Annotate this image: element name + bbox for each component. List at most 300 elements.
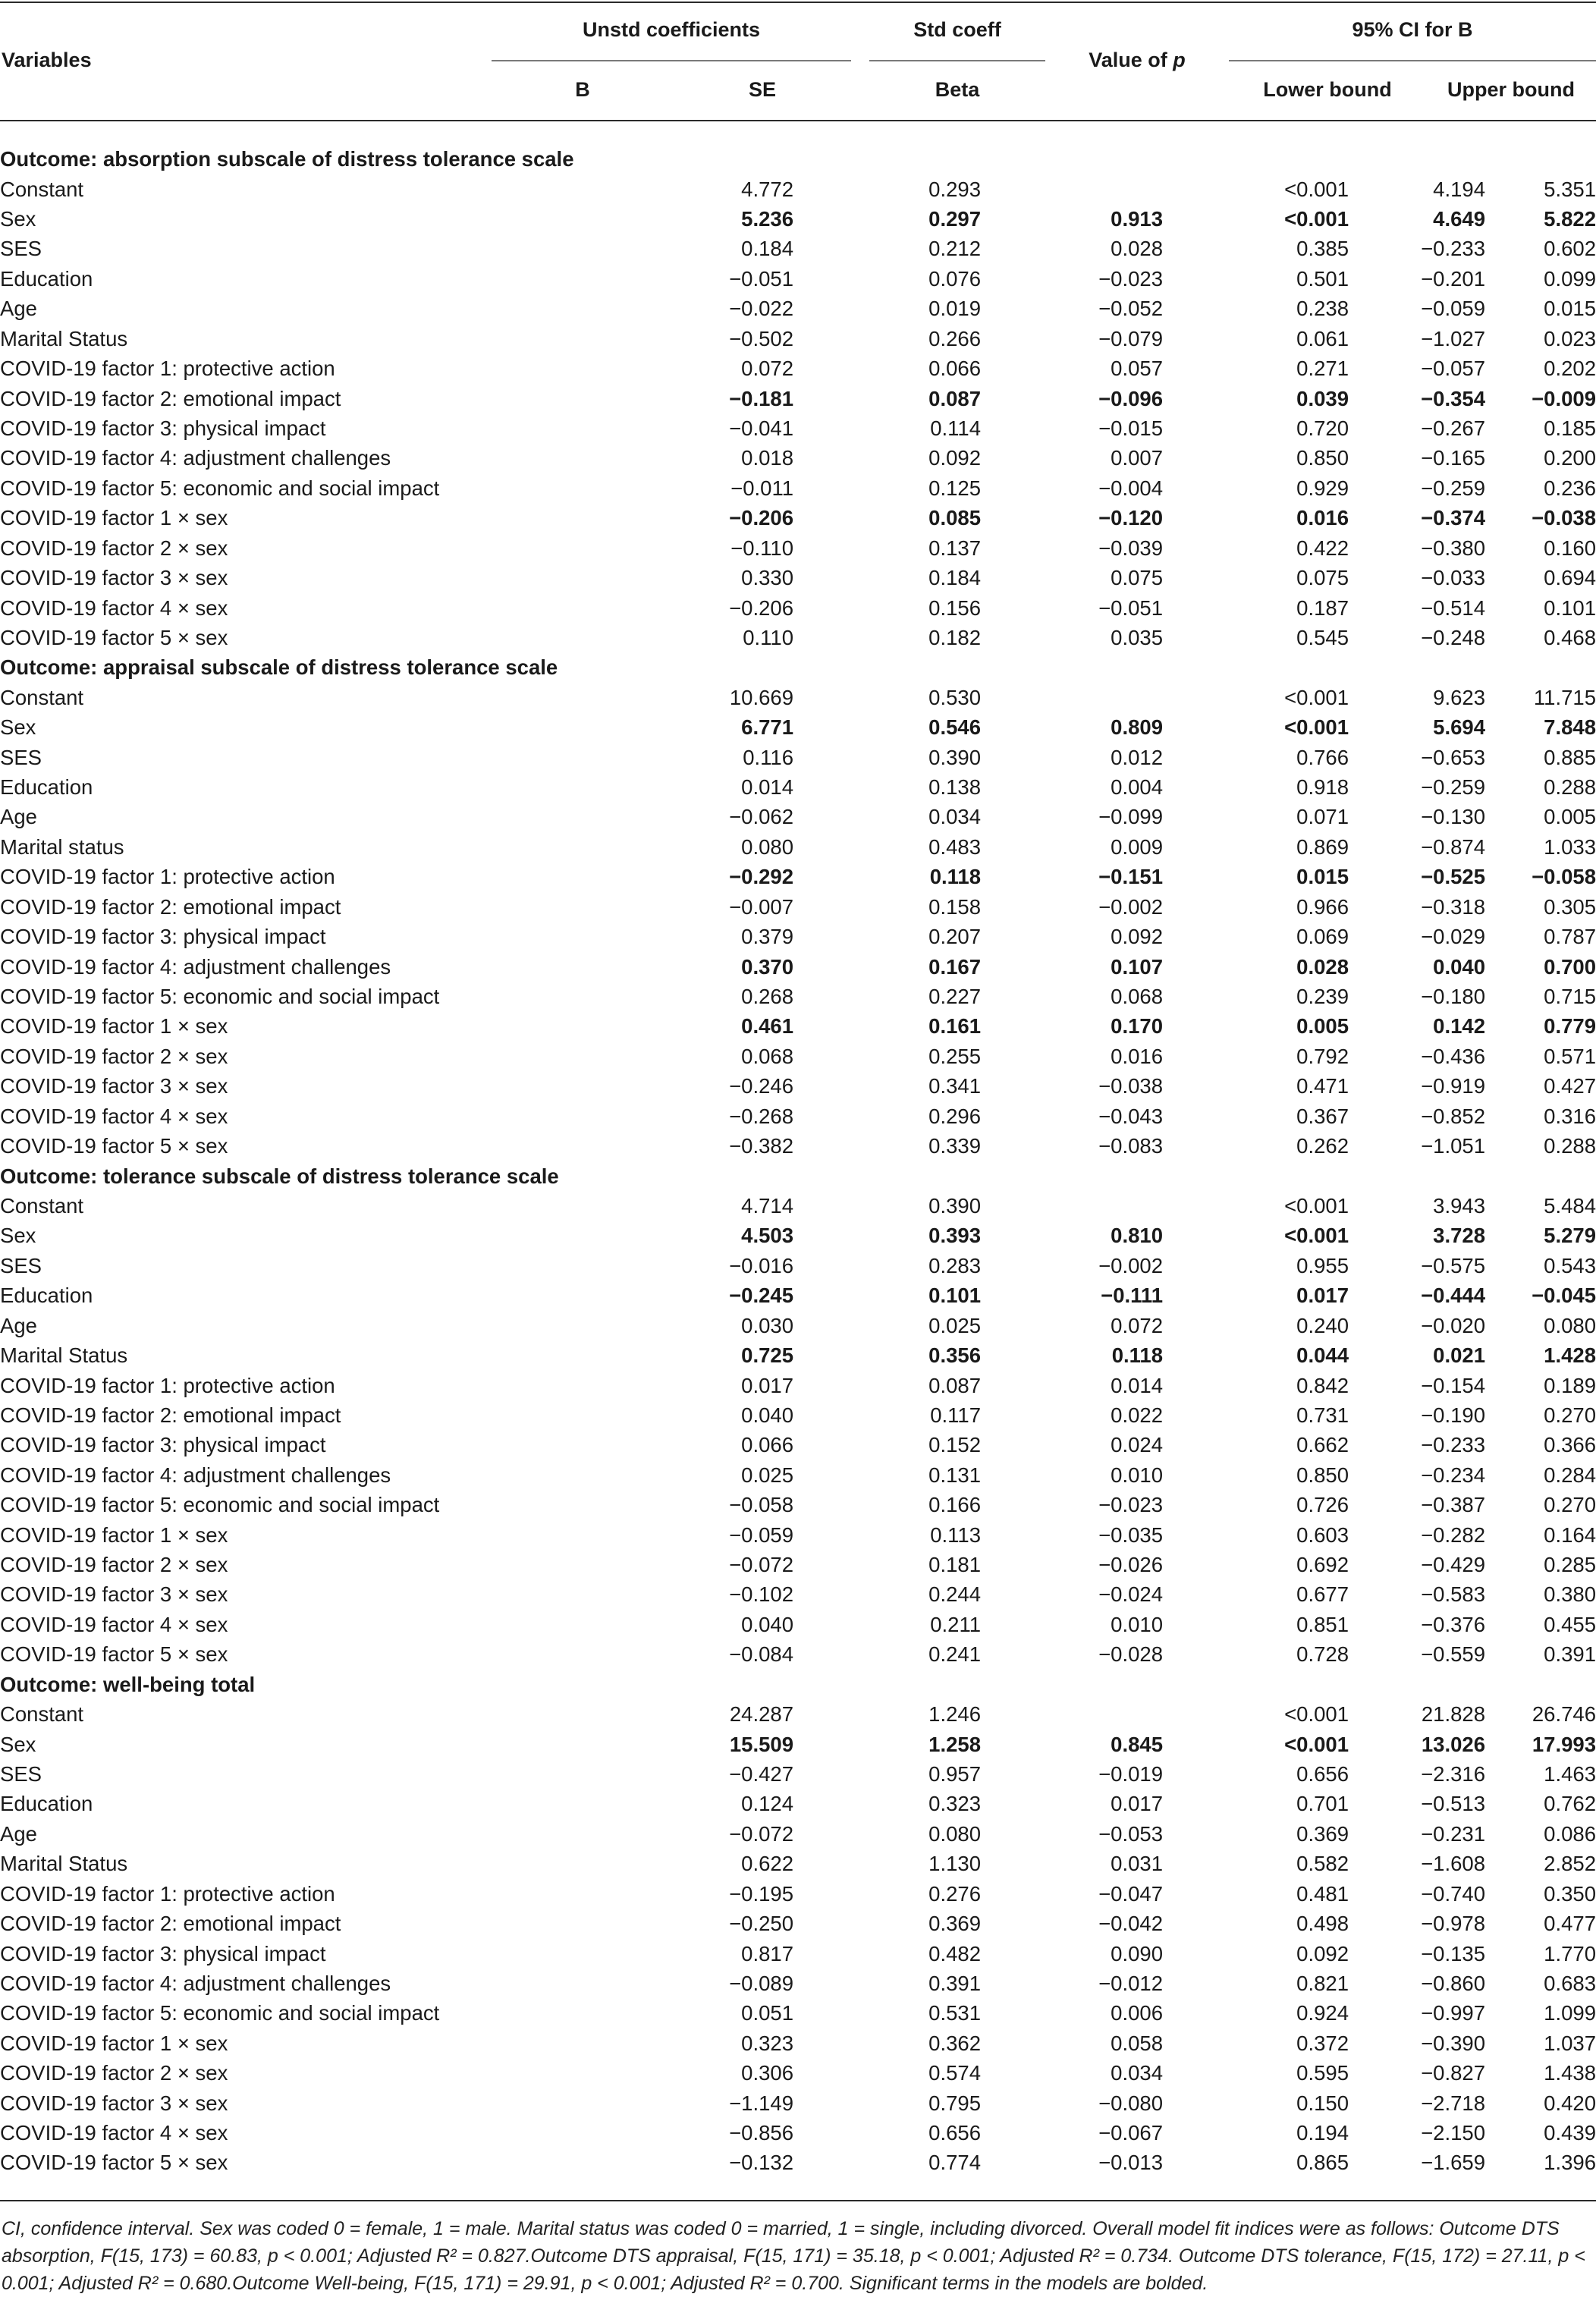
table-row [0,1131,1596,1161]
table-row [0,324,1596,354]
cell-p: 0.501 [1296,266,1349,291]
cell-se: 0.152 [928,1433,981,1457]
cell-se: 0.087 [928,1373,981,1397]
spacer-cell [455,1400,609,1430]
cell-hi: 0.288 [1544,1134,1596,1158]
cell-hi: 1.396 [1544,2151,1596,2175]
cell-p: 0.595 [1296,2061,1349,2085]
cell-p: 0.385 [1296,237,1349,261]
cell-b: 0.370 [741,954,793,979]
row-label: COVID-19 factor 5: economic and social impact [0,1493,440,1517]
table-row [0,1280,1596,1310]
cell-beta: −0.038 [1098,1074,1163,1098]
cell-b: −0.072 [729,1553,793,1577]
cell-beta: −0.053 [1098,1821,1163,1846]
cell-p: 0.187 [1296,595,1349,620]
spacer-cell [455,1878,609,1908]
cell-se: 0.113 [930,1522,981,1547]
table-row [0,264,1596,294]
spacer-cell [455,2028,609,2058]
cell-b: −0.246 [729,1074,793,1098]
spacer-cell [455,951,609,981]
cell-p: 0.545 [1296,625,1349,649]
cell-beta: −0.151 [1098,865,1163,889]
cell-beta: 0.007 [1111,446,1163,470]
cell-p: 0.005 [1296,1014,1349,1039]
cell-beta: −0.080 [1098,2091,1163,2115]
cell-hi: 0.316 [1544,1104,1596,1128]
spacer-cell [455,1101,609,1131]
cell-hi: 0.477 [1544,1912,1596,1936]
table-row [0,1519,1596,1549]
table-row [0,2148,1596,2177]
table-row [0,383,1596,413]
cell-hi: 0.468 [1544,625,1596,649]
cell-lo: −0.201 [1421,266,1485,291]
cell-se: 0.034 [928,805,981,829]
cell-se: 0.085 [928,506,981,530]
cell-b: 4.772 [741,177,793,201]
cell-b: −0.089 [729,1971,793,1995]
cell-se: 0.293 [928,177,981,201]
cell-lo: −1.051 [1421,1134,1485,1158]
row-label: COVID-19 factor 3 × sex [0,1582,228,1607]
row-label: Education [0,775,93,800]
table-row [0,922,1596,951]
row-label: COVID-19 factor 4 × sex [0,2121,228,2145]
cell-lo: −0.318 [1421,894,1485,919]
cell-b: 0.323 [741,2031,793,2055]
cell-hi: 0.285 [1544,1553,1596,1577]
cell-b: 4.503 [741,1224,793,1248]
cell-b: 0.184 [741,237,793,261]
cell-beta: −0.023 [1098,266,1163,291]
cell-hi: 0.015 [1544,297,1596,321]
cell-beta: −0.052 [1098,297,1163,321]
cell-se: 0.184 [928,566,981,590]
spacer-cell [455,443,609,473]
cell-p: <0.001 [1284,1193,1349,1218]
cell-lo: −0.653 [1421,745,1485,769]
cell-lo: −0.376 [1421,1612,1485,1636]
row-label: COVID-19 factor 4: adjustment challenges [0,446,391,470]
cell-hi: 0.366 [1544,1433,1596,1457]
cell-p: 0.092 [1296,1941,1349,1965]
cell-se: 0.339 [928,1134,981,1158]
cell-beta: 0.057 [1111,357,1163,381]
table-row [0,1221,1596,1250]
cell-se: 0.131 [928,1463,981,1487]
table-row [0,2058,1596,2088]
cell-lo: −0.513 [1421,1792,1485,1816]
cell-hi: 1.438 [1544,2061,1596,2085]
cell-lo: −0.852 [1421,1104,1485,1128]
spacer-cell [455,802,609,831]
cell-beta: −0.028 [1098,1642,1163,1667]
header-value-of-p [1045,49,1229,72]
cell-b: 0.725 [741,1343,793,1368]
cell-lo: −0.165 [1421,446,1485,470]
cell-b: 5.236 [741,207,793,231]
cell-beta: −0.024 [1098,1582,1163,1607]
cell-b: −0.181 [729,386,793,410]
cell-beta: −0.099 [1098,805,1163,829]
cell-hi: 0.391 [1544,1642,1596,1667]
spacer-cell [455,1310,609,1340]
cell-hi: 7.848 [1544,715,1596,740]
spacer-cell [455,1340,609,1370]
cell-b: −0.016 [729,1253,793,1277]
cell-hi: 1.099 [1544,2001,1596,2025]
cell-se: 0.323 [928,1792,981,1816]
cell-lo: −0.029 [1421,925,1485,949]
cell-hi: 0.080 [1544,1313,1596,1337]
cell-lo: −2.316 [1421,1761,1485,1786]
cell-b: −0.011 [730,476,793,500]
table-row [0,473,1596,503]
cell-p: 0.028 [1296,954,1349,979]
cell-p: 0.792 [1296,1044,1349,1068]
row-label: Education [0,1284,93,1308]
spacer-cell [455,1909,609,1938]
cell-p: 0.851 [1296,1612,1349,1636]
cell-lo: −0.259 [1421,775,1485,800]
spacer-cell [455,982,609,1011]
cell-hi: −0.009 [1532,386,1596,410]
cell-se: 0.266 [928,326,981,350]
cell-hi: 0.202 [1544,357,1596,381]
cell-se: 0.391 [928,1971,981,1995]
row-label: COVID-19 factor 3 × sex [0,566,228,590]
spacer-cell [455,832,609,862]
cell-beta: 0.016 [1111,1044,1163,1068]
cell-p: 0.865 [1296,2151,1349,2175]
spacer-cell [455,354,609,383]
cell-lo: −0.020 [1421,1313,1485,1337]
cell-p: 0.239 [1296,985,1349,1009]
cell-se: 0.211 [930,1612,981,1636]
table-row [0,1729,1596,1758]
cell-lo: −1.659 [1421,2151,1485,2175]
cell-lo: −0.231 [1421,1821,1485,1846]
table-row [0,1610,1596,1639]
cell-beta: 0.010 [1111,1612,1163,1636]
cell-p: 0.766 [1296,745,1349,769]
table-row [0,503,1596,533]
cell-p: 0.728 [1296,1642,1349,1667]
cell-hi: 0.200 [1544,446,1596,470]
row-label: Marital Status [0,326,128,350]
cell-p: 0.069 [1296,925,1349,949]
spacer-cell [455,1460,609,1490]
cell-p: 0.150 [1296,2091,1349,2115]
header-variables: Variables [2,49,92,71]
table-row [0,1191,1596,1221]
cell-b: 0.030 [741,1313,793,1337]
cell-p: 0.869 [1296,834,1349,859]
cell-p: 0.422 [1296,536,1349,560]
row-label: Constant [0,1702,84,1727]
cell-se: 0.080 [928,1821,981,1846]
cell-beta: −0.023 [1098,1493,1163,1517]
table-row [0,234,1596,263]
spacer-cell [455,1042,609,1071]
header-std-coeff: Std coeff [913,18,1001,41]
cell-p: <0.001 [1284,177,1349,201]
row-label: COVID-19 factor 3: physical impact [0,1433,326,1457]
cell-lo: −0.233 [1421,237,1485,261]
cell-b: 0.080 [741,834,793,859]
cell-p: 0.017 [1296,1284,1349,1308]
table-row [0,1550,1596,1579]
cell-b: −0.268 [729,1104,793,1128]
cell-b: −0.195 [729,1881,793,1906]
table-row [0,294,1596,323]
cell-b: −0.110 [730,536,793,560]
table-row [0,1909,1596,1938]
cell-lo: −1.608 [1421,1852,1485,1876]
cell-beta: 0.845 [1111,1732,1163,1756]
cell-b: 0.110 [743,625,793,649]
cell-beta: 0.035 [1111,625,1163,649]
cell-beta: 0.009 [1111,834,1163,859]
spacer-cell [455,1849,609,1878]
row-label: Marital Status [0,1343,128,1368]
cell-se: 1.258 [928,1732,981,1756]
cell-p: 0.821 [1296,1971,1349,1995]
cell-hi: 0.270 [1544,1403,1596,1427]
spacer-cell [455,1519,609,1549]
cell-lo: −0.444 [1421,1284,1485,1308]
cell-hi: 0.543 [1544,1253,1596,1277]
row-label: COVID-19 factor 1: protective action [0,865,335,889]
cell-se: 0.212 [928,237,981,261]
spacer-cell [455,712,609,742]
row-label: SES [0,745,42,769]
table-row [0,1370,1596,1400]
cell-se: 0.138 [928,775,981,800]
cell-p: 0.955 [1296,1253,1349,1277]
cell-lo: −0.429 [1421,1553,1485,1577]
cell-beta: 0.006 [1111,2001,1163,2025]
section-header-row [0,1670,1596,1699]
cell-hi: 0.427 [1544,1074,1596,1098]
spacer-cell [455,1011,609,1041]
spacer-cell [455,264,609,294]
table-row [0,1819,1596,1849]
cell-lo: −0.180 [1421,985,1485,1009]
cell-lo: −0.354 [1421,386,1485,410]
cell-hi: 0.571 [1544,1044,1596,1068]
cell-se: 0.546 [928,715,981,740]
spacer-cell [455,922,609,951]
header-95-ci: 95% CI for B [1352,18,1473,41]
cell-p: 0.966 [1296,894,1349,919]
cell-hi: 0.189 [1544,1373,1596,1397]
cell-beta: 0.034 [1111,2061,1163,2085]
cell-b: 0.068 [741,1044,793,1068]
row-label: COVID-19 factor 5 × sex [0,625,228,649]
cell-beta [981,1191,1163,1221]
cell-p: 0.481 [1296,1881,1349,1906]
cell-lo: −0.380 [1421,536,1485,560]
cell-hi: 0.380 [1544,1582,1596,1607]
table-row [0,1071,1596,1101]
cell-hi: 0.270 [1544,1493,1596,1517]
cell-se: 0.156 [928,595,981,620]
cell-hi: 5.351 [1544,177,1596,201]
cell-b: 0.116 [743,745,793,769]
cell-lo: −2.718 [1421,2091,1485,2115]
row-label: COVID-19 factor 1 × sex [0,1522,228,1547]
row-label: COVID-19 factor 2: emotional impact [0,386,341,410]
cell-beta: 0.075 [1111,566,1163,590]
cell-se: 0.181 [928,1553,981,1577]
section-title: Outcome: appraisal subscale of distress tolerance scale [0,655,558,680]
cell-p: 0.850 [1296,446,1349,470]
cell-se: 0.207 [928,925,981,949]
cell-b: −0.007 [729,894,793,919]
cell-hi: 2.852 [1544,1852,1596,1876]
cell-se: 0.283 [928,1253,981,1277]
cell-hi: 26.746 [1532,1702,1596,1727]
spacer-cell [455,1759,609,1789]
cell-lo: −0.282 [1421,1522,1485,1547]
row-label: SES [0,1761,42,1786]
cell-hi: 0.099 [1544,266,1596,291]
cell-lo: 21.828 [1421,1702,1485,1727]
cell-beta: −0.002 [1098,1253,1163,1277]
cell-beta: −0.067 [1098,2121,1163,2145]
spacer-cell [455,413,609,443]
spacer-cell [455,1280,609,1310]
cell-beta: 0.107 [1111,954,1163,979]
cell-lo: −0.374 [1421,506,1485,530]
spacer-cell [455,683,609,712]
table-row [0,1251,1596,1280]
cell-p: 0.367 [1296,1104,1349,1128]
table-row [0,354,1596,383]
spacer-cell [455,1729,609,1758]
cell-b: 0.817 [741,1941,793,1965]
cell-hi: 0.683 [1544,1971,1596,1995]
cell-b: 0.330 [741,566,793,590]
cell-lo: −0.997 [1421,2001,1485,2025]
table-row [0,862,1596,891]
cell-beta: −0.096 [1098,386,1163,410]
cell-hi: 0.288 [1544,775,1596,800]
cell-lo: 0.021 [1433,1343,1485,1368]
cell-b: −0.132 [729,2151,793,2175]
spacer-cell [455,1490,609,1519]
cell-b: −0.250 [729,1912,793,1936]
cell-b: 0.124 [741,1792,793,1816]
cell-p: 0.603 [1296,1522,1349,1547]
cell-p: 0.471 [1296,1074,1349,1098]
row-label: Age [0,1313,37,1337]
cell-b: 0.306 [741,2061,793,2085]
cell-p: 0.701 [1296,1792,1349,1816]
cell-p: <0.001 [1284,715,1349,740]
spacer-cell [455,473,609,503]
cell-b: −0.059 [729,1522,793,1547]
cell-hi: 11.715 [1533,685,1596,709]
cell-lo: −0.259 [1421,476,1485,500]
table-row [0,413,1596,443]
spacer-cell [455,1699,609,1729]
row-label: Sex [0,1732,36,1756]
cell-beta: 0.031 [1111,1852,1163,1876]
cell-p: <0.001 [1284,207,1349,231]
cell-beta: −0.019 [1098,1761,1163,1786]
cell-b: 24.287 [729,1702,793,1727]
cell-b: −0.062 [729,805,793,829]
cell-se: 0.019 [928,297,981,321]
table-row [0,1938,1596,1968]
section-title: Outcome: well-being total [0,1672,256,1696]
cell-beta: −0.035 [1098,1522,1163,1547]
cell-se: 0.087 [928,386,981,410]
section-title: Outcome: absorption subscale of distress tolerance scale [0,147,574,171]
cell-lo: −1.027 [1421,326,1485,350]
cell-beta: 0.058 [1111,2031,1163,2055]
spacer-cell [455,1251,609,1280]
cell-p: 0.726 [1296,1493,1349,1517]
spacer-cell [455,1071,609,1101]
row-label: COVID-19 factor 2 × sex [0,2061,228,2085]
row-label: SES [0,1253,42,1277]
row-label: COVID-19 factor 3: physical impact [0,925,326,949]
unstd-underline [492,60,851,61]
row-label: COVID-19 factor 1 × sex [0,1014,228,1039]
cell-beta: −0.079 [1098,326,1163,350]
cell-hi: 0.101 [1544,595,1596,620]
table-row [0,623,1596,652]
cell-hi: 0.086 [1544,1821,1596,1846]
row-label: COVID-19 factor 3: physical impact [0,416,326,440]
cell-p: 0.929 [1296,476,1349,500]
table-row [0,712,1596,742]
cell-beta: −0.015 [1098,416,1163,440]
cell-se: 0.066 [928,357,981,381]
cell-p: 0.039 [1296,386,1349,410]
cell-lo: −2.150 [1421,2121,1485,2145]
cell-se: 0.362 [928,2031,981,2055]
spacer-cell [455,2148,609,2177]
spacer-cell [455,1579,609,1609]
cell-hi: 1.463 [1544,1761,1596,1786]
cell-p: 0.271 [1296,357,1349,381]
cell-se: 0.158 [928,894,981,919]
cell-beta: 0.068 [1111,985,1163,1009]
cell-se: 0.227 [928,985,981,1009]
cell-beta: −0.047 [1098,1881,1163,1906]
table-row [0,982,1596,1011]
cell-hi: 0.700 [1544,954,1596,979]
spacer-cell [455,892,609,922]
cell-beta: 0.014 [1111,1373,1163,1397]
table-row [0,1699,1596,1729]
cell-se: 0.296 [928,1104,981,1128]
cell-b: −0.206 [729,506,793,530]
cell-p: <0.001 [1284,1702,1349,1727]
cell-b: 0.040 [741,1612,793,1636]
row-label: SES [0,237,42,261]
spacer-cell [455,503,609,533]
cell-p: 0.924 [1296,2001,1349,2025]
row-label: COVID-19 factor 2: emotional impact [0,1912,341,1936]
cell-b: 0.014 [741,775,793,800]
